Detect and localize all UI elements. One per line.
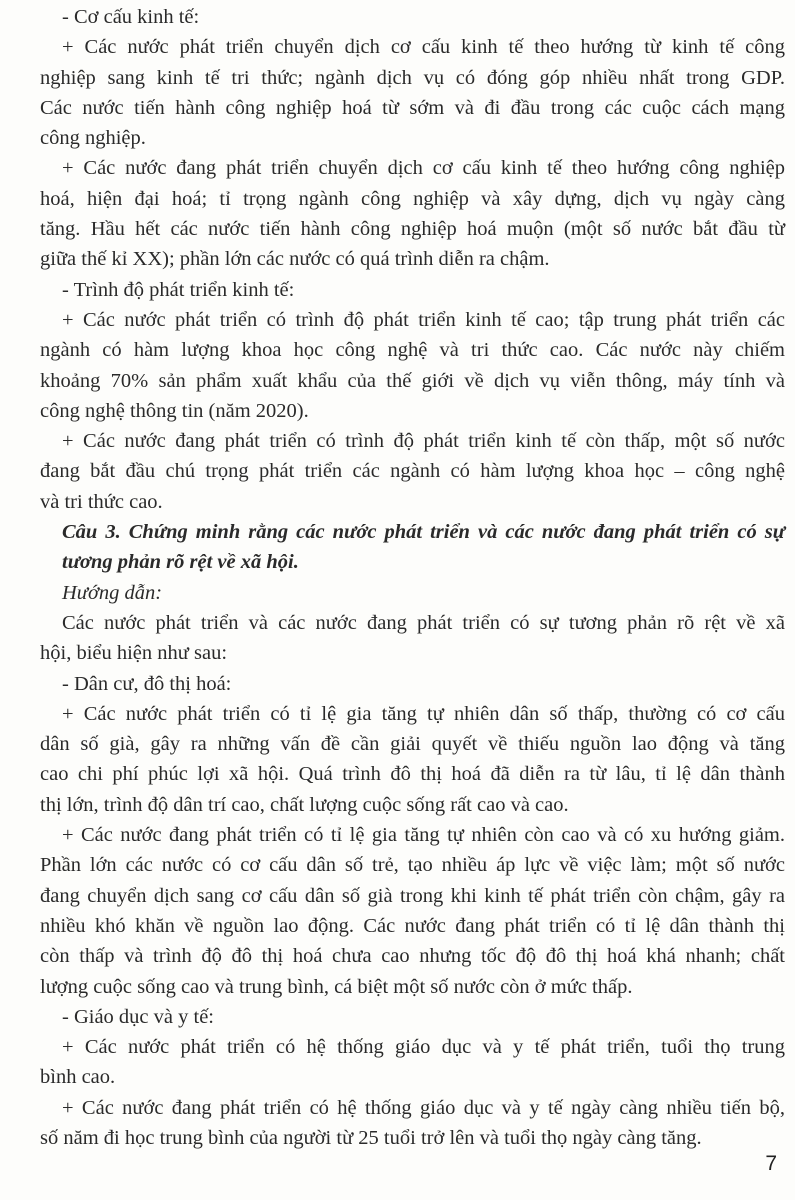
- section-heading: [40, 669, 785, 699]
- text-line: + Các nước đang phát triển chuyển dịch cơ cấu kinh tế theo hướng công nghiệp: [62, 157, 785, 180]
- text-line: giữa thế kỉ XX); phần lớn các nước có quá trình diễn ra chậm.: [40, 248, 550, 271]
- text-line: khoảng 70% sản phẩm xuất khẩu của thế giới về dịch vụ viễn thông, máy tính và: [40, 369, 785, 392]
- text-line: + Các nước phát triển có trình độ phát triển kinh tế cao; tập trung phát triển các: [62, 308, 785, 331]
- bullet-paragraph: [40, 820, 785, 1002]
- section-heading: [40, 1002, 785, 1032]
- text-line: còn thấp và trình độ đô thị hoá chưa cao nhưng tốc độ đô thị hoá khá nhanh; chất: [40, 945, 785, 968]
- section-heading: [40, 275, 785, 305]
- text-line: - Dân cư, đô thị hoá:: [62, 672, 232, 695]
- text-line: nhiều khó khăn về nguồn lao động. Các nước đang phát triển có tỉ lệ dân thành thị: [40, 914, 785, 937]
- text-line: Câu 3. Chứng minh rằng các nước phát triển và các nước đang phát triển có sự: [62, 521, 785, 544]
- text-line: hoá, hiện đại hoá; tỉ trọng ngành công nghiệp và xây dựng, dịch vụ ngày càng: [40, 187, 785, 210]
- text-line: + Các nước phát triển có hệ thống giáo dục và y tế phát triển, tuổi thọ trung: [62, 1036, 785, 1059]
- text-line: + Các nước phát triển chuyển dịch cơ cấu kinh tế theo hướng từ kinh tế công: [62, 36, 785, 59]
- text-line: đang chuyển dịch sang cơ cấu dân số già trong khi kinh tế phát triển còn chậm, gây ra: [40, 884, 785, 907]
- bullet-paragraph: [40, 153, 785, 274]
- text-line: cao chi phí phúc lợi xã hội. Quá trình đô thị hoá đã diễn ra từ lâu, tỉ lệ dân thành: [40, 763, 785, 786]
- bullet-paragraph: [40, 305, 785, 426]
- page-number: 7: [765, 1152, 777, 1175]
- bullet-paragraph: [40, 1032, 785, 1093]
- text-line: hội, biểu hiện như sau:: [40, 642, 228, 665]
- text-line: Các nước tiến hành công nghiệp hoá từ sớm và đi đầu trong các cuộc cách mạng: [40, 96, 785, 119]
- text-line: + Các nước đang phát triển có hệ thống giáo dục và y tế ngày càng nhiều tiến bộ,: [62, 1096, 785, 1119]
- text-line: dân số già, gây ra những vấn đề cần giải quyết về thiếu nguồn lao động và tăng: [40, 733, 785, 756]
- text-line: đang bắt đầu chú trọng phát triển các ngành có hàm lượng khoa học – công nghệ: [40, 460, 785, 483]
- text-line: Hướng dẫn:: [62, 581, 163, 604]
- text-line: tương phản rõ rệt về xã hội.: [62, 551, 299, 574]
- bullet-paragraph: [40, 699, 785, 820]
- bullet-paragraph: [40, 1093, 785, 1154]
- bullet-paragraph: [40, 32, 785, 153]
- text-line: + Các nước đang phát triển có trình độ phát triển kinh tế còn thấp, một số nước: [62, 430, 785, 453]
- guide-label: [40, 578, 785, 608]
- section-heading: [40, 2, 785, 32]
- text-line: Các nước phát triển và các nước đang phát triển có sự tương phản rõ rệt về xã: [62, 611, 785, 634]
- text-line: - Giáo dục và y tế:: [62, 1005, 214, 1028]
- document-body: [40, 2, 785, 1153]
- text-line: ngành có hàm lượng khoa học công nghệ và tri thức cao. Các nước này chiếm: [40, 339, 785, 362]
- text-line: tăng. Hầu hết các nước tiến hành công nghiệp hoá muộn (một số nước bắt đầu từ: [40, 218, 785, 241]
- text-line: công nghiệp.: [40, 127, 146, 150]
- text-line: + Các nước phát triển có tỉ lệ gia tăng tự nhiên dân số thấp, thường có cơ cấu: [62, 702, 785, 725]
- text-line: thị lớn, trình độ dân trí cao, chất lượng cuộc sống rất cao và cao.: [40, 793, 569, 816]
- text-line: - Trình độ phát triển kinh tế:: [62, 278, 295, 301]
- text-line: và tri thức cao.: [40, 490, 163, 513]
- text-line: nghiệp sang kinh tế tri thức; ngành dịch vụ có đóng góp nhiều nhất trong GDP.: [40, 66, 785, 89]
- bullet-paragraph: [40, 426, 785, 517]
- text-line: lượng cuộc sống cao và trung bình, cá biệt một số nước còn ở mức thấp.: [40, 975, 633, 998]
- question-heading: [40, 517, 785, 578]
- text-line: bình cao.: [40, 1066, 116, 1089]
- text-line: số năm đi học trung bình của người từ 25 tuổi trở lên và tuổi thọ ngày càng tăng.: [40, 1126, 702, 1149]
- body-paragraph: [40, 608, 785, 669]
- text-line: công nghệ thông tin (năm 2020).: [40, 399, 309, 422]
- text-line: - Cơ cấu kinh tế:: [62, 6, 200, 28]
- text-line: Phần lớn các nước có cơ cấu dân số trẻ, tạo nhiều áp lực về việc làm; một số nước: [40, 854, 785, 877]
- text-line: + Các nước đang phát triển có tỉ lệ gia tăng tự nhiên còn cao và có xu hướng giảm.: [62, 824, 785, 847]
